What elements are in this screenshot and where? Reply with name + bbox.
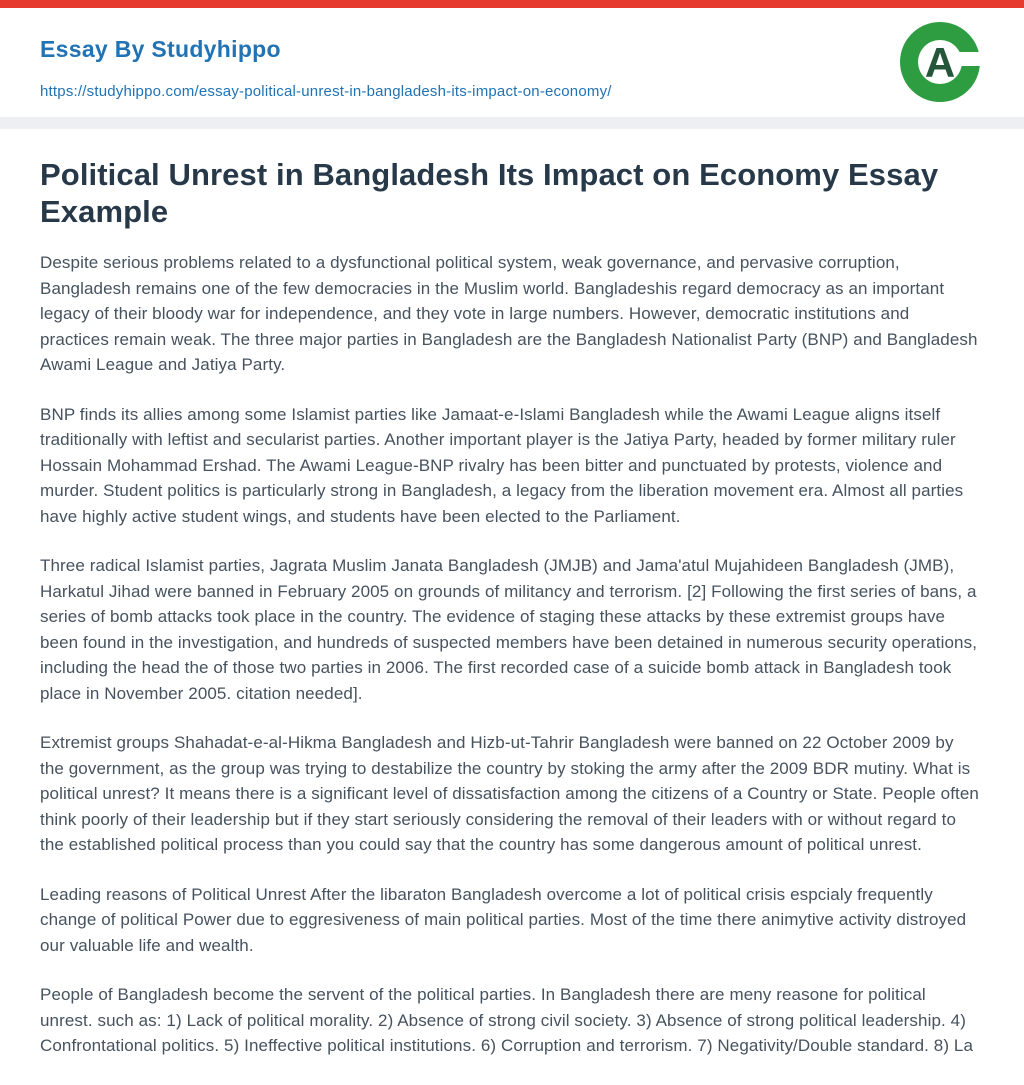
- article-paragraph: Despite serious problems related to a dysfunctional political system, weak governance, and pervasive corruption, Bangladesh remains one of the few democracies in the Muslim world. Bangladeshis regard democracy as an important legacy of their bloody war for independence, and they vote in large numbers. However, democratic institutions and practices remain weak. The three major parties in Bangladesh are the Bangladesh Nationalist Party (BNP) and Bangladesh Awami League and Jatiya Party.: [40, 253, 978, 375]
- article-paragraph: Three radical Islamist parties, Jagrata Muslim Janata Bangladesh (JMJB) and Jama'atul Mujahideen Bangladesh (JMB), Harkatul Jihad were banned in February 2005 on grounds of militancy and terrorism. [2] Following the first series of bans, a series of bomb attacks took place in the country. The evidence of staging these attacks by these extremist groups have been found in the investigation, and hundreds of suspected members have been detained in numerous security operations, including the head the of those two parties in 2006. The first recorded case of a suicide bomb attack in Bangladesh took place in November 2005. citation needed].: [40, 556, 978, 703]
- article-paragraph: Extremist groups Shahadat-e-al-Hikma Bangladesh and Hizb-ut-Tahrir Bangladesh were banned on 22 October 2009 by the government, as the group was trying to destabilize the country by stoking the army after the 2009 BDR mutiny. What is political unrest? It means there is a significant level of dissatisfaction among the citizens of a Country or State. People often think poorly of their leadership but if they start seriously considering the removal of their leaders with or without regard to the established political process than you could say that the country has some dangerous amount of political unrest.: [40, 733, 979, 855]
- studyhippo-logo: [898, 20, 982, 104]
- article-paragraph: Leading reasons of Political Unrest After the libaraton Bangladesh overcome a lot of political crisis espcialy frequently change of political Power due to eggresiveness of main political parties. Most of the time there animytive activity distroyed our valuable life and wealth.: [40, 884, 967, 955]
- source-url-link[interactable]: https://studyhippo.com/essay-political-unrest-in-bangladesh-its-impact-on-economy/: [40, 83, 612, 100]
- site-title: Essay By Studyhippo: [40, 36, 281, 62]
- studyhippo-logo-icon: [898, 20, 982, 104]
- header-divider: [0, 117, 1024, 129]
- article-paragraph: BNP finds its allies among some Islamist parties like Jamaat-e-Islami Bangladesh while the Awami League aligns itself traditionally with leftist and secularist parties. Another important player is the Jatiya Party, headed by former military ruler Hossain Mohammad Ershad. The Awami League-BNP rivalry has been bitter and punctuated by protests, violence and murder. Student politics is particularly strong in Bangladesh, a legacy from the liberation movement era. Almost all parties have highly active student wings, and students have been elected to the Parliament.: [40, 404, 964, 526]
- page-header: [0, 8, 1024, 117]
- article-body: [40, 250, 982, 1059]
- logo-letter: A: [924, 39, 956, 86]
- article-title: Political Unrest in Bangladesh Its Impact on Economy Essay Example: [40, 157, 939, 229]
- top-accent-bar: [0, 0, 1024, 8]
- article-paragraph: People of Bangladesh become the servent of the political parties. In Bangladesh there are meny reasone for political unrest. such as: 1) Lack of political morality. 2) Absence of strong civil society. 3) Absence of strong political leadership. 4) Confrontational politics. 5) Ineffective political institutions. 6) Corruption and terrorism. 7) Negativity/Double standard. 8) La: [40, 985, 974, 1056]
- article-content: [0, 129, 1024, 1085]
